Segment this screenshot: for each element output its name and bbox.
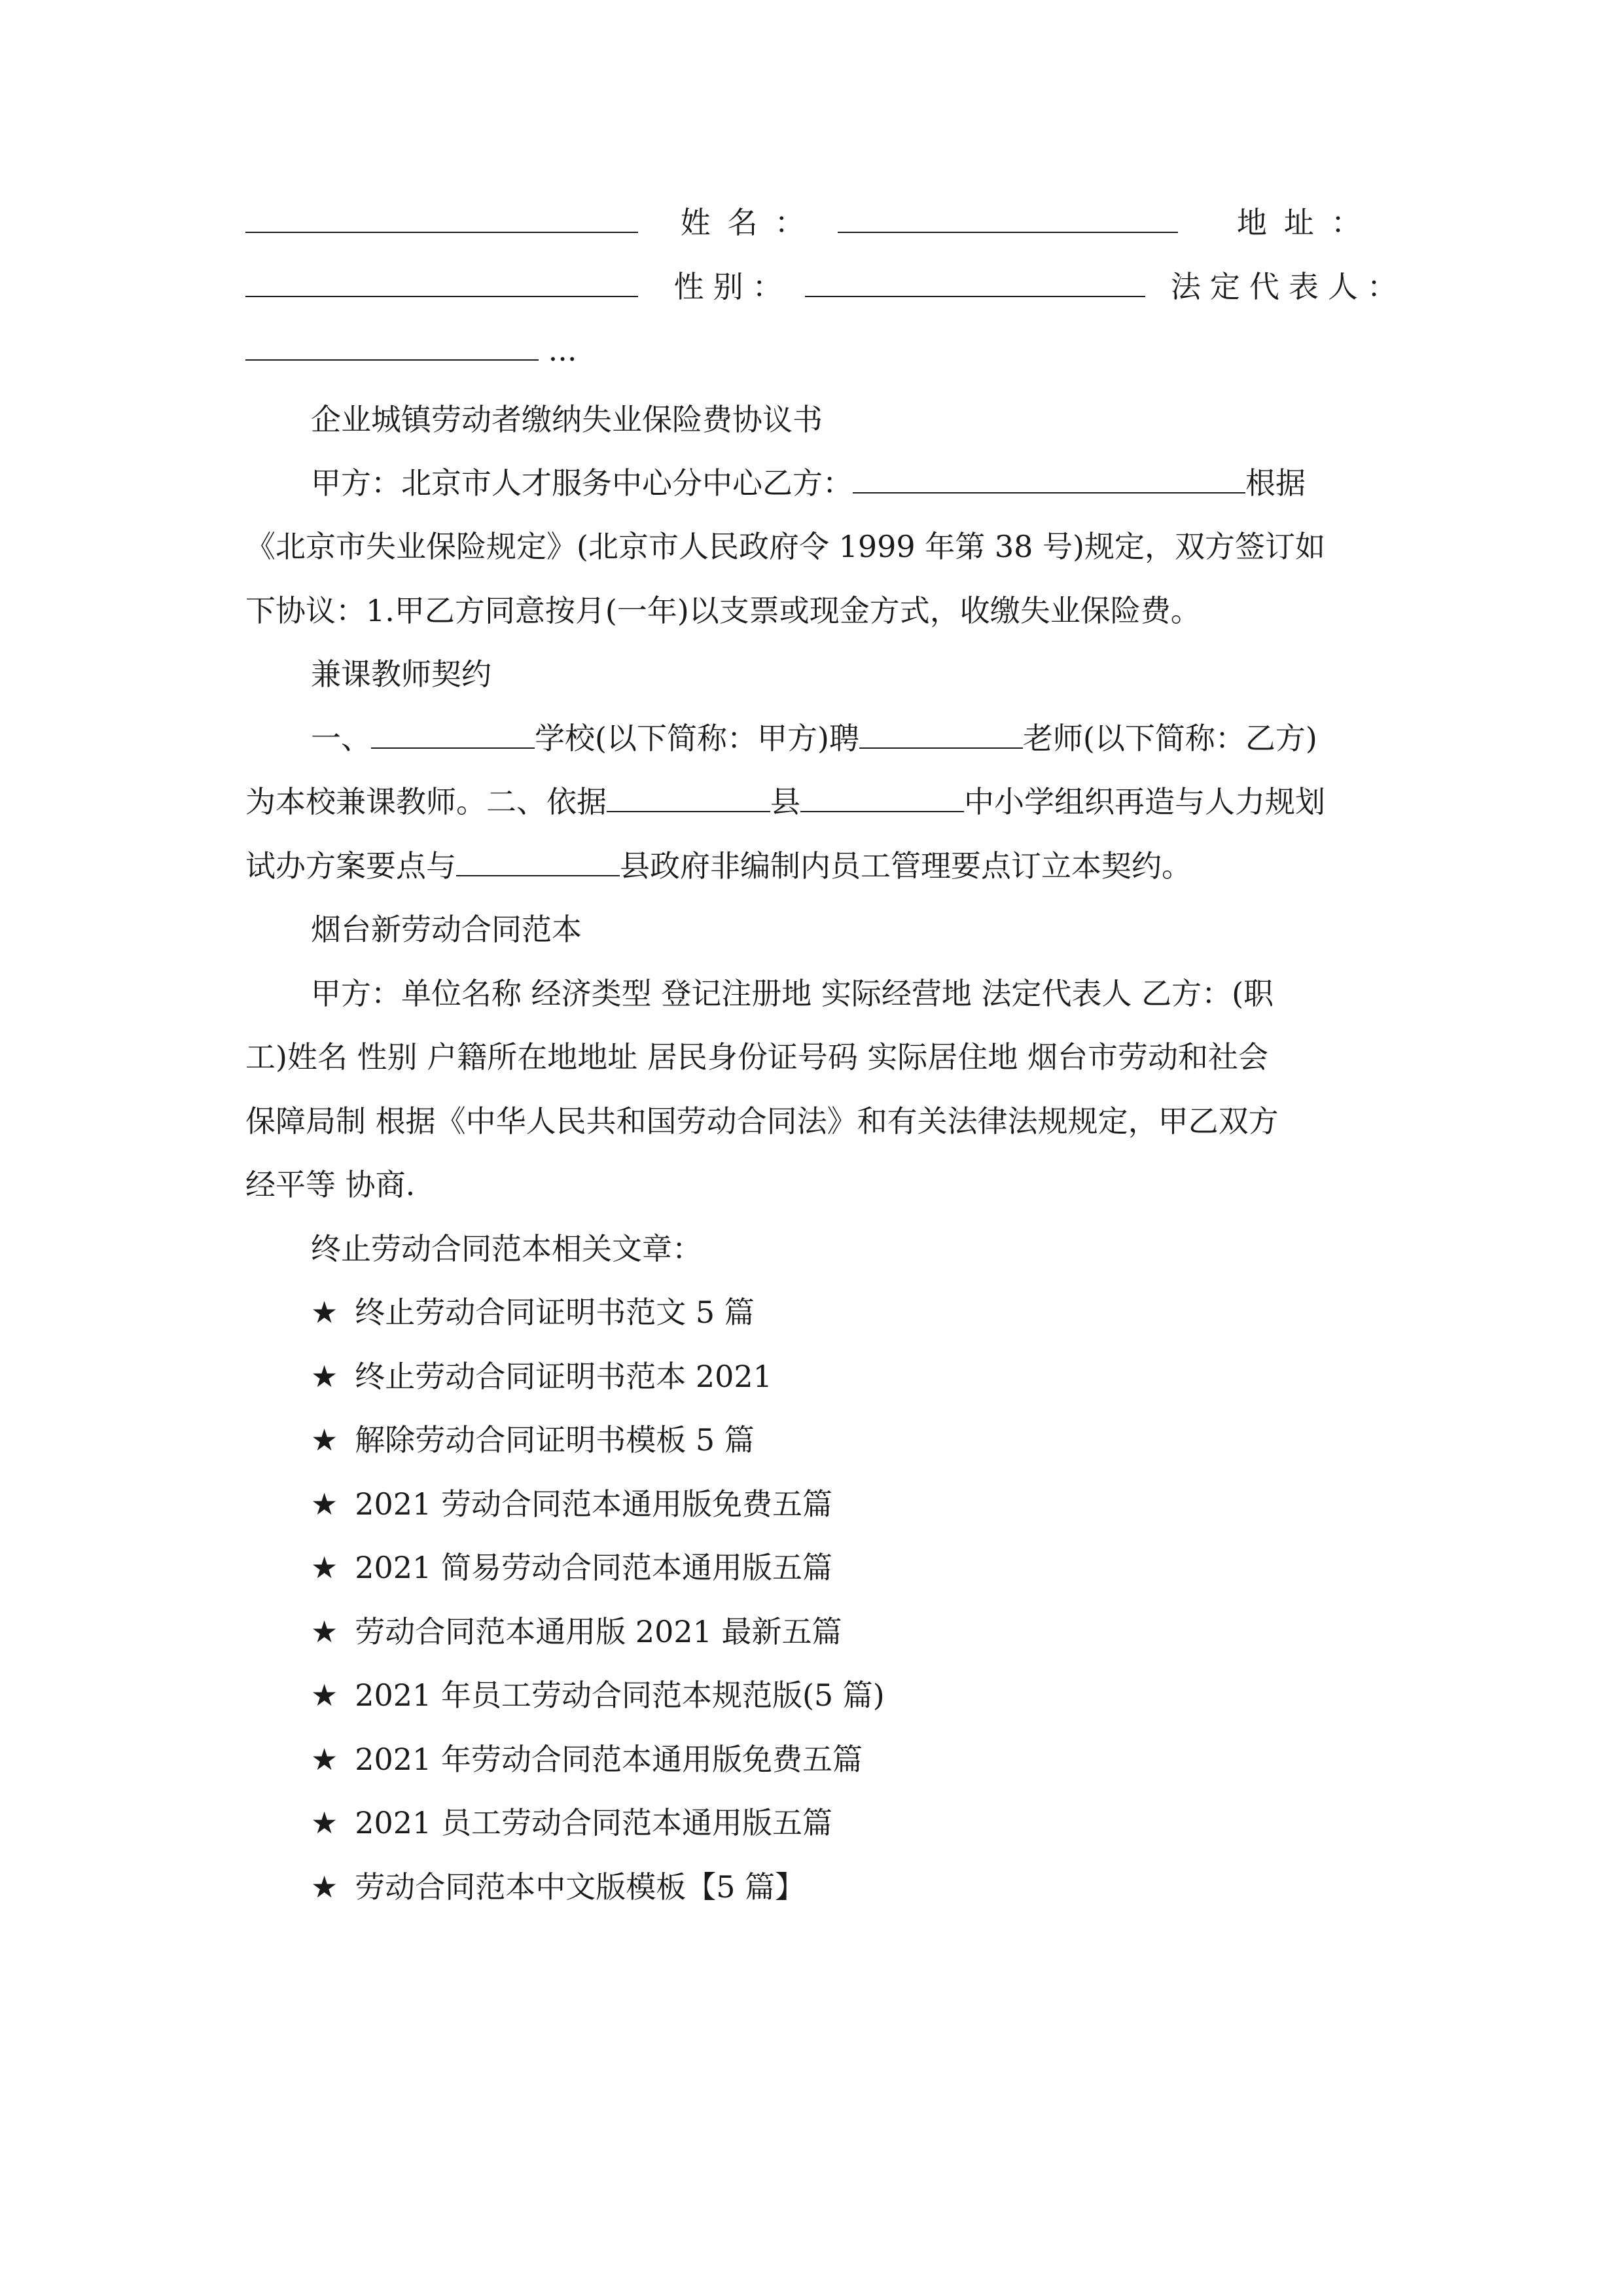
name-label: 姓名： [680,205,822,240]
section-title: 烟台新劳动合同范本 [311,912,582,947]
gender-label: 性别： [673,269,792,304]
star-icon: ★ [311,1614,338,1649]
star-icon: ★ [311,1805,338,1840]
related-link[interactable]: 2021 劳动合同范本通用版免费五篇 [355,1486,832,1522]
star-icon: ★ [311,1486,338,1522]
blank-field[interactable] [859,721,1023,749]
paragraph-line: 经平等 协商. [245,1167,416,1202]
blank-field[interactable] [245,270,638,297]
paragraph-line: 下协议：1.甲乙方同意按月(一年)以支票或现金方式，收缴失业保险费。 [245,593,1201,628]
text-run: 学校(以下简称：甲方)聘 [535,721,859,756]
ellipsis: ... [548,332,577,368]
related-link[interactable]: 解除劳动合同证明书模板 5 篇 [355,1422,755,1458]
paragraph-line: 《北京市失业保险规定》(北京市人民政府令 1999 年第 38 号)规定，双方签订如 [245,529,1325,564]
related-link[interactable]: 劳动合同范本通用版 2021 最新五篇 [355,1614,842,1649]
name-field[interactable] [838,206,1178,233]
related-item[interactable] [311,1548,832,1587]
paragraph-line [311,719,1317,758]
section-title: 企业城镇劳动者缴纳失业保险费协议书 [311,402,823,437]
star-icon: ★ [311,1359,338,1394]
related-item[interactable] [311,1740,863,1779]
star-icon: ★ [311,1677,338,1713]
text-run: 县 [770,784,800,819]
blank-field[interactable] [607,785,770,812]
paragraph-line: 工)姓名 性别 户籍所在地地址 居民身份证号码 实际居住地 烟台市劳动和社会 [245,1039,1269,1075]
text-run: 一、 [311,721,371,756]
text-run: 老师(以下简称：乙方) [1022,721,1317,756]
related-link[interactable]: 2021 简易劳动合同范本通用版五篇 [355,1550,832,1585]
form-line-2 [245,267,1406,306]
form-line-1 [245,203,1378,242]
related-item[interactable] [311,1612,842,1651]
blank-field[interactable] [800,785,964,812]
related-item[interactable] [311,1484,832,1524]
related-link[interactable]: 2021 年劳动合同范本通用版免费五篇 [355,1742,863,1777]
star-icon: ★ [311,1422,338,1458]
related-item[interactable] [311,1803,832,1842]
star-icon: ★ [311,1550,338,1585]
related-link[interactable]: 2021 年员工劳动合同范本规范版(5 篇) [355,1677,885,1713]
paragraph-line [311,463,1306,503]
paragraph-line: 保障局制 根据《中华人民共和国劳动合同法》和有关法律法规规定，甲乙双方 [245,1103,1279,1139]
related-link[interactable]: 劳动合同范本中文版模板【5 篇】 [355,1869,806,1905]
blank-field[interactable] [371,721,535,749]
paragraph-line [245,846,1192,886]
text-run: 县政府非编制内员工管理要点订立本契约。 [620,848,1192,884]
paragraph-line: 甲方：单位名称 经济类型 登记注册地 实际经营地 法定代表人 乙方：(职 [311,976,1274,1011]
related-link[interactable]: 终止劳动合同证明书范文 5 篇 [355,1295,755,1330]
text-run: 为本校兼课教师。二、依据 [245,784,607,819]
related-item[interactable] [311,1676,885,1715]
related-item[interactable] [311,1420,755,1460]
blank-field[interactable] [245,333,539,361]
text-run: 中小学组织再造与人力规划 [964,784,1325,819]
blank-field[interactable] [456,849,620,876]
related-item[interactable] [311,1293,755,1332]
legal-rep-label: 法定代表人： [1170,269,1406,304]
text-run: 根据 [1245,465,1306,501]
address-label: 地址： [1236,205,1378,240]
form-line-3 [245,331,577,370]
star-icon: ★ [311,1742,338,1777]
star-icon: ★ [311,1869,338,1905]
blank-field[interactable] [853,466,1245,493]
star-icon: ★ [311,1295,338,1330]
text-run: 试办方案要点与 [245,848,456,884]
related-item[interactable] [311,1867,805,1907]
related-title: 终止劳动合同范本相关文章： [311,1231,702,1266]
related-item[interactable] [311,1357,772,1396]
related-link[interactable]: 2021 员工劳动合同范本通用版五篇 [355,1805,832,1840]
related-link[interactable]: 终止劳动合同证明书范本 2021 [355,1359,772,1394]
section-title: 兼课教师契约 [311,656,491,692]
paragraph-line [245,782,1325,821]
blank-field[interactable] [245,206,638,233]
gender-field[interactable] [805,270,1145,297]
text-run: 甲方：北京市人才服务中心分中心乙方： [311,465,853,501]
